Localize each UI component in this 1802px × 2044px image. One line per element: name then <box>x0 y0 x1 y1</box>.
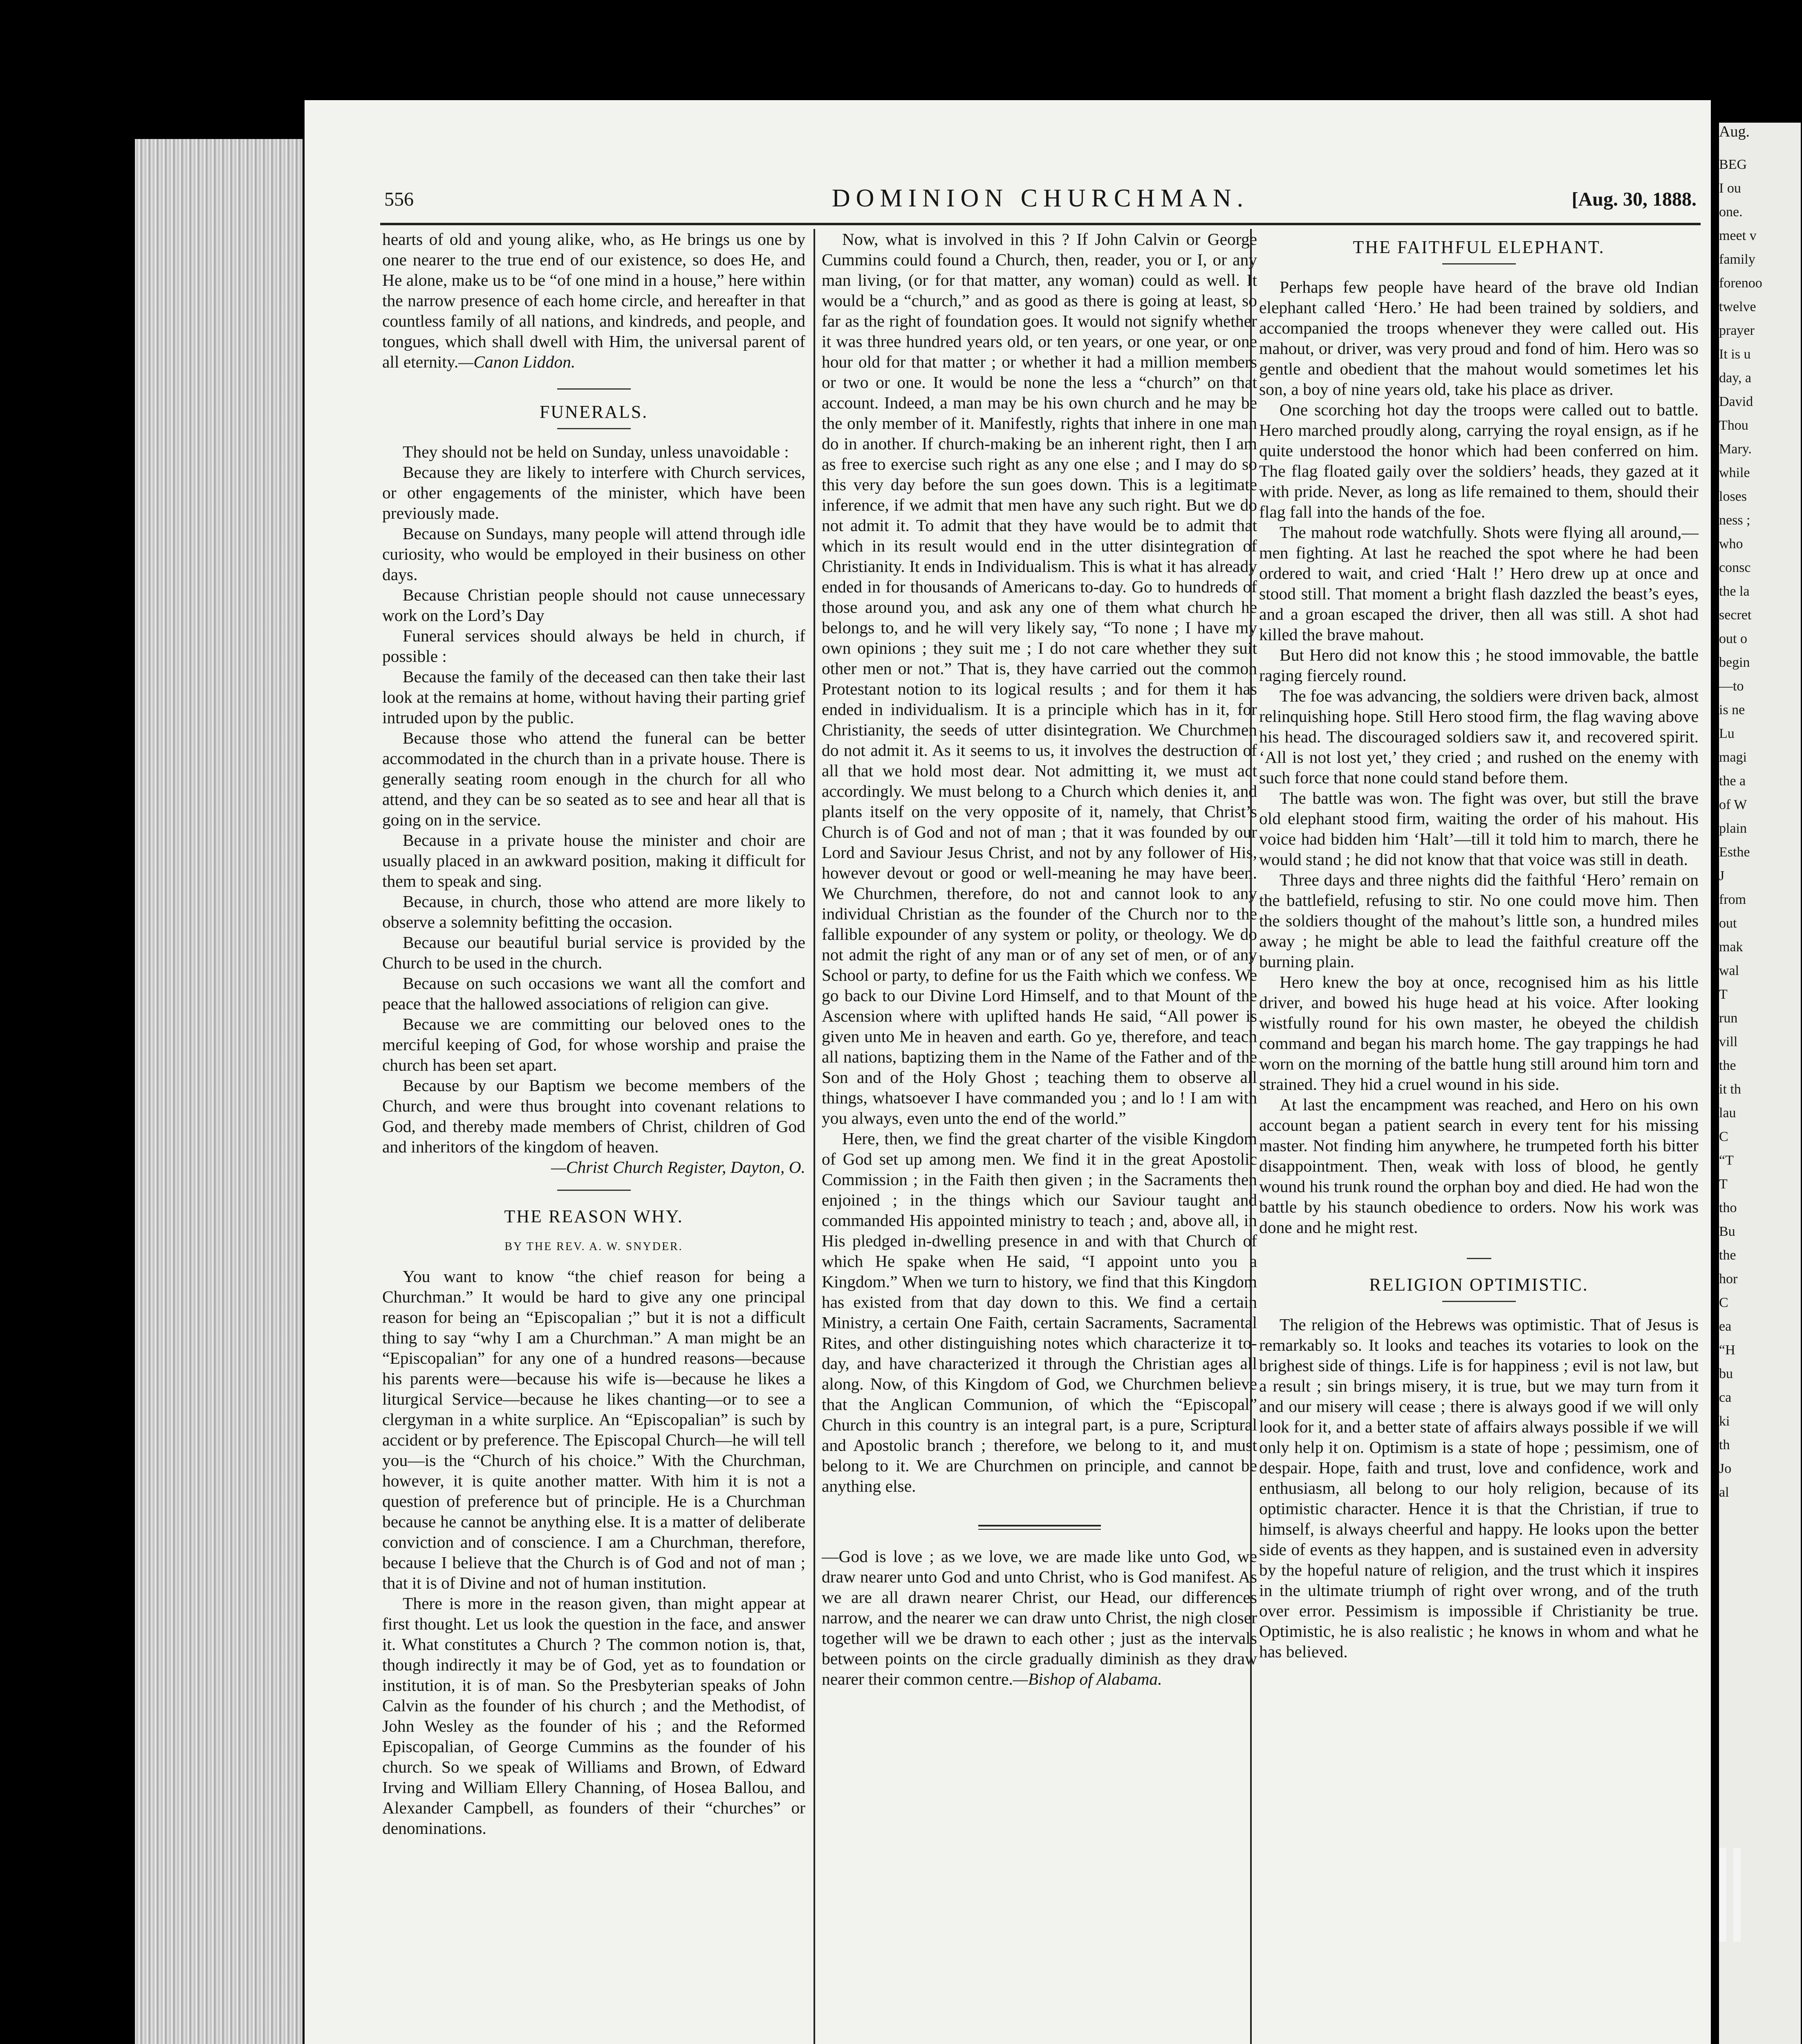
right-page-line: the la <box>1719 584 1750 599</box>
header-rule <box>380 223 1701 225</box>
elephant-paragraph: Three days and three nights did the faithful ‘Hero’ remain on the battlefield, refusing to stir. No one could move him. Then the soldiers thought of the mahout’s little son, a hundred miles away ; he might be able to lead the faithful creature off the burning plain. <box>1259 870 1699 971</box>
book-page-edges <box>135 139 303 2044</box>
right-page-fragment <box>1719 123 1801 2044</box>
right-page-line: Thou <box>1719 418 1748 433</box>
elephant-article <box>1259 277 1699 1237</box>
funerals-heading: FUNERALS. <box>539 402 648 422</box>
funerals-paragraph: Because those who attend the funeral can be better accommodated in the church than in a private house. There is generally seating room enough in the church for all who attend, and they can be so seated as to see and hear all that is going on in the service. <box>382 728 805 829</box>
right-page-line: Bu <box>1719 1224 1735 1239</box>
funerals-paragraph: Because on Sundays, many people will attend through idle curiosity, who would be employed in their business on other days. <box>382 524 805 584</box>
funerals-paragraph: Because on such occasions we want all the comfort and peace that the hallowed associations of religion can give. <box>382 974 805 1013</box>
right-page-line: Mary. <box>1719 442 1752 457</box>
reason-paragraph: You want to know “the chief reason for being a Churchman.” It would be hard to give any one principal reason for being an “Episcopalian ;” but it is not a difficult thing to say “why I am a Churchman.” A man might be an “Episcopalian” for any one of a hundred reasons—because his parents were—because his wife is—because he likes a liturgical Service—because he likes chanting—or to see a clergyman in a white surplice. An “Episcopalian” is such by accident or by preference. The Episcopal Church—he will tell you—is the “Church of his choice.” With the Churchman, however, it is quite another matter. With him it is not a question of preference but of principle. He is a Churchman because he cannot be anything else. It is a matter of deliberate conviction and of conscience. I am a Churchman, therefore, because I believe that the Church is of God and not of man ; that it is of Divine and not of human institution. <box>382 1267 805 1592</box>
separator <box>1442 1301 1516 1302</box>
intro-paragraph <box>382 229 805 372</box>
elephant-paragraph: One scorching hot day the troops were called out to battle. Hero marched proudly along, carrying the royal ensign, as if he quite understood the honor which had been conferred on him. The flag floated gaily over the soldiers’ heads, they gazed at it with pride. Never, as long as life remained to them, should their flag fall into the hands of the foe. <box>1259 400 1699 521</box>
right-page-line: consc <box>1719 560 1751 575</box>
right-page-line: Esthe <box>1719 845 1750 860</box>
religion-heading: RELIGION OPTIMISTIC. <box>1369 1275 1589 1295</box>
funerals-paragraph: They should not be held on Sunday, unless unavoidable : <box>403 442 789 461</box>
double-separator <box>978 1525 1101 1530</box>
right-page-line: of W <box>1719 797 1747 812</box>
publication-title: DOMINION CHURCHMAN. <box>832 184 1249 212</box>
right-page-line: forenoo <box>1719 276 1762 291</box>
right-page-line: ki <box>1719 1414 1730 1429</box>
right-page-line: begin <box>1719 655 1750 670</box>
right-page-line: David <box>1719 394 1753 409</box>
funerals-article <box>382 442 805 1157</box>
funerals-paragraph: Because by our Baptism we become members of the Church, and were thus brought into covenant relations to God, and thereby made members of Christ, children of God and inheritors of the kingdom of heaven. <box>382 1076 805 1156</box>
right-page-line: J <box>1719 868 1725 883</box>
right-page-line: C <box>1719 1295 1728 1310</box>
right-page-line: —to <box>1719 679 1744 694</box>
intro-text: hearts of old and young alike, who, as He brings us one by one nearer to the true end of our existence, so does He, and He alone, make us to be “of one mind in a house,” here within the narrow presence of each home circle, and hereafter in that countless family of all nations, and kindreds, and people, and tongues, which shall dwell with Him, the universal parent of all eternity. <box>382 230 805 371</box>
separator <box>557 1190 631 1191</box>
right-page-line: is ne <box>1719 702 1745 717</box>
right-page-line: ness ; <box>1719 513 1750 528</box>
right-page-header: Aug. <box>1719 123 1750 140</box>
column-2 <box>822 229 1257 1689</box>
right-page-line: hor <box>1719 1271 1738 1286</box>
elephant-paragraph: The foe was advancing, the soldiers were driven back, almost relinquishing hope. Still Hero stood firm, the flag waving above his head. The discouraged soldiers saw it, and recovered spirit. ‘All is not lost yet,’ they cried ; and rushed on the enemy with such force that none could stand before them. <box>1259 686 1699 787</box>
right-page-line: the <box>1719 1248 1736 1263</box>
right-page-line: mak <box>1719 939 1743 955</box>
right-page-line: “T <box>1719 1153 1734 1168</box>
column-3 <box>1259 229 1699 1662</box>
right-page-line: wal <box>1719 963 1739 978</box>
right-page-line: one. <box>1719 204 1743 220</box>
right-page-line: T <box>1719 987 1728 1002</box>
right-page-line: It is u <box>1719 347 1751 362</box>
religion-paragraph: The religion of the Hebrews was optimistic. That of Jesus is remarkably so. It looks and teaches its votaries to look on the brighest side of things. Life is for happiness ; evil is not law, but a result ; sin brings misery, it is true, but we may turn from it and our misery will cease ; there is always good if we will only look for it, and a better state of affairs always possible if we will only help it on. Optimism is a state of hope ; pessimism, one of despair. Hope, faith and trust, love and confidence, work and enthusiasm, all belong to our holy religion, because of its optimistic character. Hence it is that the Christian, if true to himself, is always cheerful and happy. He looks upon the better side of events as they happen, and is sustained even in adversity by the hopeful nature of religion, and the trust which it inspires in the ultimate triumph of right over wrong, and of the truth over error. Pessimism is impossible if Christianity be true. Optimistic, he is also realistic ; he knows in whom and what he has believed. <box>1259 1315 1699 1661</box>
right-page-line: al <box>1719 1485 1729 1500</box>
right-page-line: loses <box>1719 489 1747 504</box>
right-page-line: ca <box>1719 1390 1732 1405</box>
funerals-paragraph: Because our beautiful burial service is provided by the Church to be used in the church. <box>382 933 805 972</box>
god-is-love-source: —Bishop of Alabama. <box>1013 1670 1162 1688</box>
god-is-love-paragraph <box>822 1546 1257 1689</box>
right-page-line: prayer <box>1719 323 1755 338</box>
right-page-line: tho <box>1719 1200 1737 1215</box>
intro-source: —Canon Liddon. <box>458 352 576 371</box>
funerals-paragraph: Because they are likely to interfere with Church services, or other engagements of the minister, which have been previously made. <box>382 463 805 522</box>
right-page-line: the <box>1719 1058 1736 1073</box>
reason-byline: BY THE REV. A. W. SNYDER. <box>504 1240 683 1253</box>
column-1 <box>382 229 805 1838</box>
right-page-line: secret <box>1719 607 1752 623</box>
elephant-paragraph: At last the encampment was reached, and Hero on his own account began a patient search in every tent for his missing master. Not finding him anywhere, he trumpeted forth his bitter disappointment. Then, weak with loss of blood, he gently wound his trunk round the orphan boy and died. He had won the battle by his staunch obedience to orders. Now his work was done and he might rest. <box>1259 1095 1699 1237</box>
column-rule-1 <box>814 229 815 2044</box>
right-page-line: T <box>1719 1177 1728 1192</box>
right-page-line: lau <box>1719 1105 1736 1121</box>
right-page-line: it th <box>1719 1082 1741 1097</box>
right-page-line: “H <box>1719 1342 1735 1358</box>
funerals-paragraph: Because the family of the deceased can then take their last look at the remains at home, without having their parting grief intruded upon by the public. <box>382 667 805 727</box>
funerals-paragraph: Because we are committing our beloved ones to the merciful keeping of God, for whose worship and praise the church has been set apart. <box>382 1015 805 1074</box>
issue-date: [Aug. 30, 1888. <box>1571 188 1697 210</box>
reason-continued <box>822 229 1257 1496</box>
right-page-line: out o <box>1719 631 1747 646</box>
separator <box>1467 1258 1491 1259</box>
right-page-line: magi <box>1719 750 1747 765</box>
reason-heading: THE REASON WHY. <box>504 1206 684 1226</box>
right-page-line: run <box>1719 1011 1738 1026</box>
funerals-paragraph: Because in a private house the minister and choir are usually placed in an awkward position, making it difficult for them to speak and sing. <box>382 831 805 890</box>
right-page-line: th <box>1719 1437 1730 1452</box>
right-page-line: the a <box>1719 773 1746 789</box>
right-page-line: bu <box>1719 1366 1733 1381</box>
separator <box>557 388 631 390</box>
right-page-line: family <box>1719 252 1755 267</box>
reason-paragraph: There is more in the reason given, than might appear at first thought. Let us look the question in the face, and answer it. What constitutes a Church ? The common notion is, that, though indirectly it may be of God, yet as to foundation or institution, it is of man. So the Presbyterian speaks of John Calvin as the founder of his church ; and the Methodist, of John Wesley as the founder of his ; and the Reformed Episcopalian, of George Cummins as the founder of his church. So we speak of Williams and Brown, of Edward Irving and William Ellery Channing, of Hosea Ballou, and Alexander Campbell, as founders of their “churches” or denominations. <box>382 1594 805 1838</box>
right-page-line: vill <box>1719 1034 1738 1049</box>
funerals-paragraph: Funeral services should always be held in church, if possible : <box>382 626 805 666</box>
right-page-line: day, a <box>1719 370 1751 385</box>
right-page-line: Jo <box>1719 1461 1732 1476</box>
right-page-line: twelve <box>1719 299 1756 314</box>
reason-paragraph: Now, what is involved in this ? If John Calvin or George Cummins could found a Church, then, reader, you or I, or any man living, (or for that matter, any woman) could as well. It would be a “church,” and as good as there is going at least, so far as the right of foundation goes. It would not signify whether it was three hundred years old, or ten years, or one year, or one hour old for that matter ; or whether it had a million members or two or one. It would be none the less a “church” on that account. Indeed, a man may be his own church and he may be the only member of it. Manifestly, rights that inhere in one man do in another. If church-making be an inherent right, then I am as free to exercise such right as any one else ; and I may do so this very day before the sun goes down. This is a legitimate inference, if we admit that men have any such right. But we do not admit it. To admit that they have would be to admit that which in its result would end in the utter disintegration of Christianity. It ends in Individualism. This is what it has already ended in for thousands of Americans to-day. Go to hundreds of those around you, and ask any one of them what church he belongs to, and he will very likely say, “To none ; I have my own opinions ; they suit me ; I do not care whether they suit other men or not.” That is, they have carried out the common Protestant notion to its logical results ; and for them it has ended in individualism. It is a principle which has in it, for Christianity, the seeds of utter disintegration. We Churchmen do not admit it. As it seems to us, it involves the destruction of all that we hold most dear. Not admitting it, we must act accordingly. We must belong to a Church which denies it, and plants itself on the very opposite of it, namely, that Christ’s Church is of God and not of man ; that it was founded by our Lord and Saviour Jesus Christ, and not by any follower of His, however devout or good or well-meaning he may have been. We Churchmen, therefore, do not and cannot look to any individual Christian as the founder of the Church nor to the fallible expounder of any system or polity, or theology. We do not admit the right of any man or of any set of men, or of any School or party, to define for us the Faith which we confess. We go back to our Divine Lord Himself, and to that Mount of the Ascension where with uplifted hands He said, “All power is given unto Me in heaven and earth. Go ye, therefore, and teach all nations, baptizing them in the Name of the Father and of the Son and of the Holy Ghost ; teaching them to observe all things, whatsoever I have commanded you ; and lo ! I am with you always, even unto the end of the world.” <box>822 230 1257 1127</box>
right-page-line: from <box>1719 892 1746 907</box>
separator <box>557 428 631 429</box>
reason-article <box>382 1266 805 1838</box>
funerals-source: —Christ Church Register, Dayton, O. <box>551 1158 805 1177</box>
god-is-love-text: —God is love ; as we love, we are made like unto God, we draw nearer unto God and unto Christ, who is God manifest. As we are all drawn nearer Christ, our Head, our differences narrow, and the nearer we can draw unto Christ, the nigh closer together will we be drawn to each other ; just as the intervals between points on the circle gradually diminish as they draw nearer their common centre. <box>822 1547 1257 1688</box>
elephant-paragraph: But Hero did not know this ; he stood immovable, the battle raging fiercely round. <box>1259 645 1699 685</box>
elephant-paragraph: Hero knew the boy at once, recognised him as his little driver, and bowed his huge head at his voice. After looking wistfully round for his own master, he obeyed the childish command and began his march home. The gay trappings he had worn on the morning of the battle hung still around him torn and strained. They hid a cruel wound in his side. <box>1259 973 1699 1094</box>
edge-mark <box>1733 1848 1741 1942</box>
right-page-line: BEG <box>1719 157 1747 172</box>
elephant-paragraph: The mahout rode watchfully. Shots were flying all around,—men fighting. At last he reached the spot where he had been ordered to wait, and cried ‘Halt !’ Hero drew up at once and stood still. That moment a bright flash dazzled the beast’s eyes, and a groan escaped the driver, then all was still. A shot had killed the brave mahout. <box>1259 523 1699 644</box>
page-header <box>384 184 1697 217</box>
right-page-lines <box>1719 153 1801 1504</box>
page-number: 556 <box>384 188 414 210</box>
right-page-line: meet v <box>1719 228 1757 243</box>
right-page-line: ea <box>1719 1319 1732 1334</box>
edge-mark <box>1719 1848 1726 1942</box>
right-page-line: Lu <box>1719 726 1735 741</box>
elephant-paragraph: Perhaps few people have heard of the brave old Indian elephant called ‘Hero.’ He had been trained by soldiers, and accompanied the troops whenever they were called out. His mahout, or driver, was very proud and fond of him. Hero was so gentle and obedient that the mahout would sometimes let his son, a boy of nine years old, take his place as driver. <box>1259 278 1699 399</box>
right-page-line: out <box>1719 916 1737 931</box>
right-page-line: while <box>1719 465 1750 480</box>
funerals-paragraph: Because, in church, those who attend are more likely to observe a solemnity befitting the occasion. <box>382 892 805 931</box>
separator <box>1442 263 1516 264</box>
right-page-line: plain <box>1719 821 1747 836</box>
right-page-line: who <box>1719 536 1743 551</box>
elephant-paragraph: The battle was won. The fight was over, but still the brave old elephant stood firm, waiting the order of his mahout. His voice had bidden him ‘Halt’—till it told him to march, there he would stand ; he did not know that that voice was still in death. <box>1259 789 1699 869</box>
reason-paragraph: Here, then, we find the great charter of the visible Kingdom of God set up among men. We find it in the great Apostolic Commission ; in the Faith then given ; in the Sacraments then enjoined ; in the things which our Saviour taught and commanded His appointed ministry to teach ; and, above all, in His pledged in-dwelling presence in and with that Church of which He spake when He said, “I appoint unto you a Kingdom.” When we turn to history, we find that this Kingdom has existed from that day down to this. We find a certain Ministry, a certain One Faith, certain Sacraments, Sacramental Rites, and other distinguishing notes which characterize it to-day, and have characterized it through the Christian ages all along. Now, of this Kingdom of God, we Churchmen believe that the Anglican Communion, of which the “Episcopal” Church in this country is an integral part, is a pure, Scriptural and Apostolic branch ; therefore, we belong to it, and must belong to it. We are Churchmen on principle, and cannot be anything else. <box>822 1129 1257 1495</box>
right-page-line: I ou <box>1719 181 1741 196</box>
funerals-paragraph: Because Christian people should not cause unnecessary work on the Lord’s Day <box>382 585 805 625</box>
elephant-heading: THE FAITHFUL ELEPHANT. <box>1353 237 1605 257</box>
right-page-line: C <box>1719 1129 1728 1144</box>
